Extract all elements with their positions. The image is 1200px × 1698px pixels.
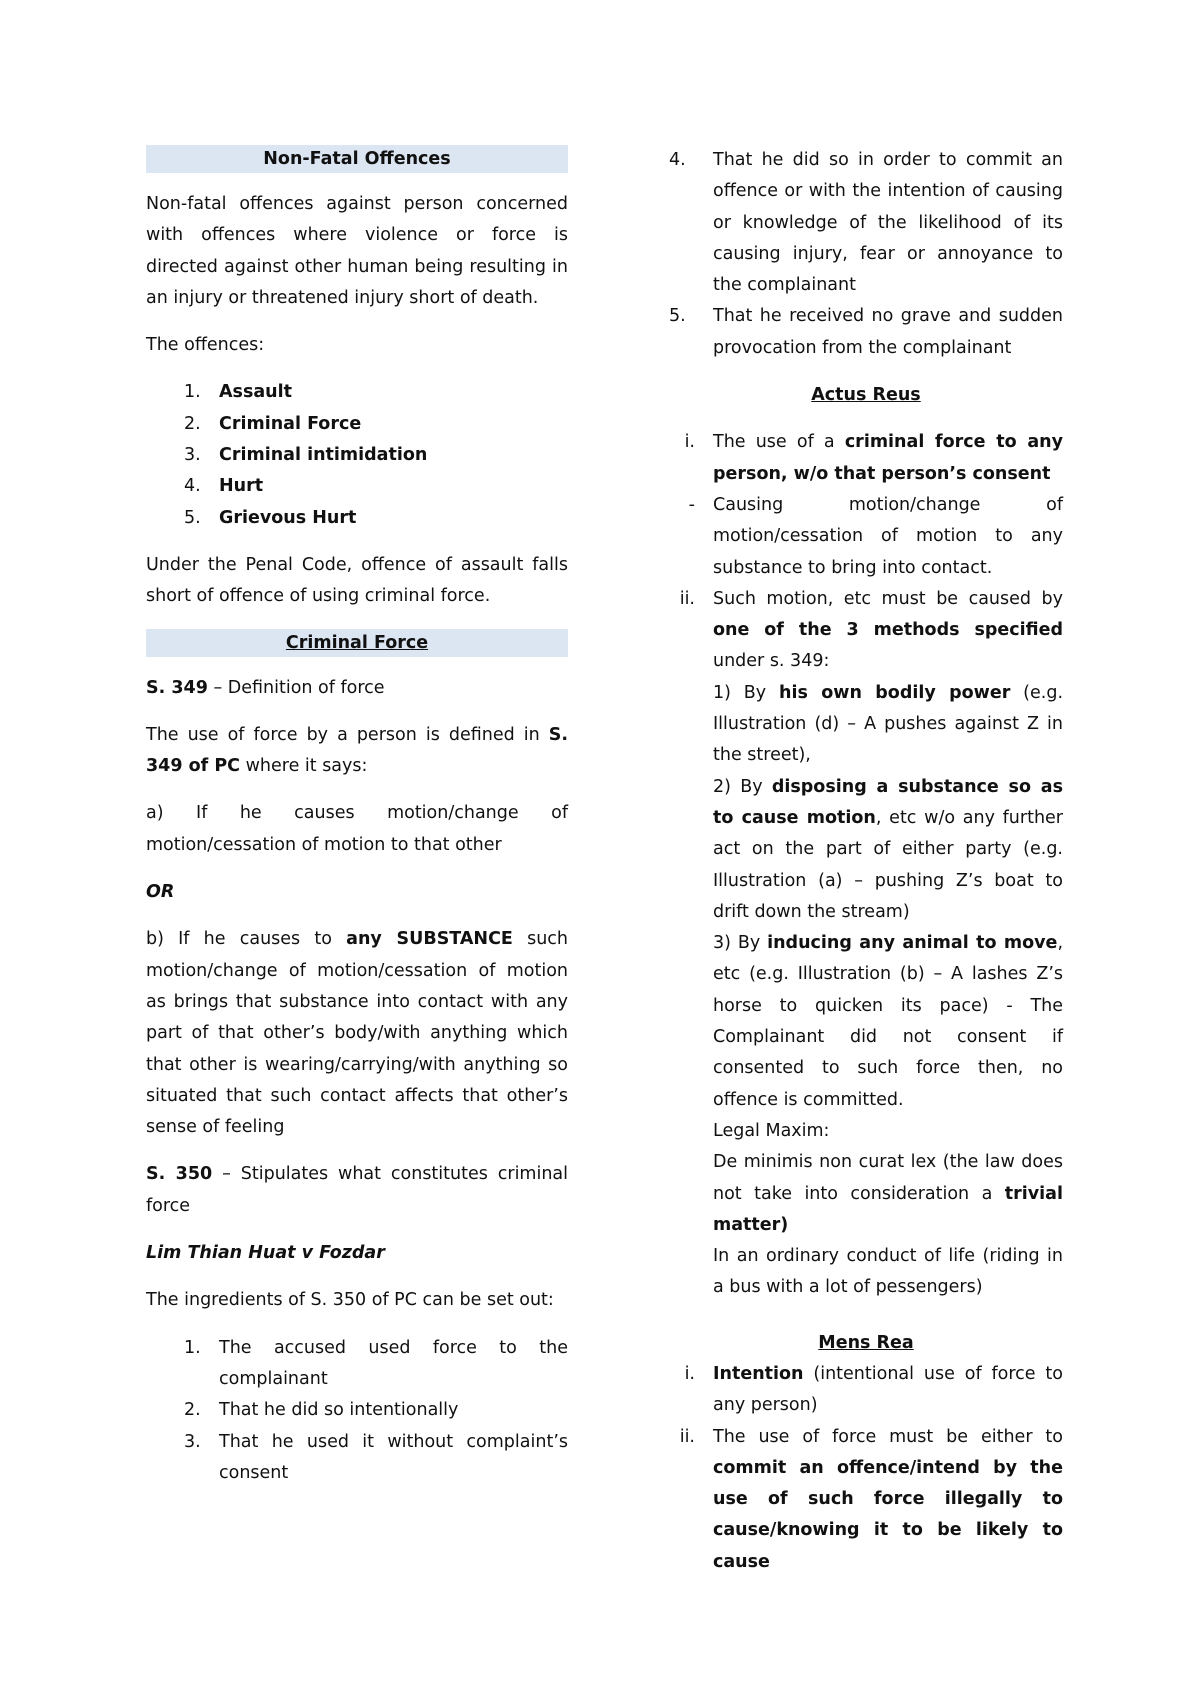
list-item: 1. Assault — [184, 382, 293, 403]
penal-code-paragraph: Under the Penal Code, offence of assault falls short of offence of using criminal force. — [146, 554, 568, 607]
mens-rea-item-ii: ii. The use of force must be either to commit an offence/intend by the use of such force illegally to cause/knowing it to be likely to cause — [679, 1426, 1063, 1572]
list-item: 3. Criminal intimidation — [184, 445, 428, 466]
section-heading-criminal-force: Criminal Force — [146, 629, 568, 657]
section-heading-actus-reus: Actus Reus — [811, 385, 921, 406]
method-3: 3) By inducing any animal to move, etc (e.g. Illustration (b) – A lashes Z’s horse to quicken its pace) - The Complainant did not consent if consented to such force then, no offence is committed. — [713, 933, 1064, 1110]
case-name: Lim Thian Huat v Fozdar — [146, 1243, 385, 1264]
list-item: 4. That he did so in order to commit an offence or with the intention of causing or knowledge of the likelihood of its causing injury, fear or annoyance to the complainant — [669, 150, 1063, 296]
clause-b: b) If he causes to any SUBSTANCE such motion/change of motion/cessation of motion as brings that substance into contact with any part of that other’s body/with anything which that other is wearing/carrying/with anything so situated that such contact affects that other’s sense of feeling — [146, 929, 568, 1138]
ingredients-intro: The ingredients of S. 350 of PC can be set out: — [146, 1290, 554, 1311]
mens-rea-item-i: i. Intention (intentional use of force to any person) — [684, 1363, 1063, 1416]
left-column — [146, 145, 568, 1505]
or-text: OR — [146, 882, 175, 903]
legal-maxim-text: De minimis non curat lex (the law does not take into consideration a trivial matter) — [713, 1152, 1063, 1235]
actus-reus-item-ii: ii. Such motion, etc must be caused by one of the 3 methods specified under s. 349: 1) By his own bodily power (e.g. Illustration (d) – A pushes against Z in the street), 2) By disposing a substance so as to cause motion, etc w/o any further act on the part of either party (e.g. Illustration (a) – pushing Z’s boat to drift down the stream) 3) By inducing any animal to move, etc (e.g. Illustration (b) – A lashes Z’s horse to quicken its pace) - The Complainant did not consent if consented to such force then, no offence is committed. Legal Maxim: De minimis non curat lex (the law does not take into consideration a trivial matter) In an ordinary conduct of life (riding in a bus with a lot of pessengers) — [669, 584, 1063, 1304]
use-of-force-paragraph: The use of force by a person is defined in S. 349 of PC where it says: — [146, 724, 568, 777]
list-item: 2. Criminal Force — [184, 413, 362, 434]
ordinary-conduct-text: In an ordinary conduct of life (riding in a bus with a lot of pessengers) — [713, 1246, 1063, 1298]
list-item: 1. The accused used force to the complainant — [184, 1337, 568, 1389]
right-column — [669, 145, 1063, 1578]
actus-reus-dash-item: - Causing motion/change of motion/cessation of motion to any substance to bring into contact. — [688, 494, 1063, 578]
legal-maxim-label: Legal Maxim: — [713, 1120, 830, 1141]
s349-line: S. 349 – Definition of force — [146, 677, 385, 698]
offences-list — [146, 377, 568, 533]
ingredients-list — [146, 1333, 568, 1489]
ingredients-list-continued — [669, 145, 1063, 364]
clause-a: a) If he causes motion/change of motion/cessation of motion to that other — [146, 803, 568, 855]
section-heading-non-fatal-offences: Non-Fatal Offences — [146, 145, 568, 173]
list-item: 5. Grievous Hurt — [184, 507, 357, 528]
method-1: 1) By his own bodily power (e.g. Illustration (d) – A pushes against Z in the street), — [713, 682, 1064, 766]
list-item: 2. That he did so intentionally — [184, 1400, 459, 1421]
intro-paragraph: Non-fatal offences against person concerned with offences where violence or force is directed against other human being resulting in an injury or threatened injury short of death. — [146, 194, 568, 308]
offences-label: The offences: — [146, 335, 265, 356]
method-2: 2) By disposing a substance so as to cause motion, etc w/o any further act on the part of either party (e.g. Illustration (a) – pushing Z’s boat to drift down the stream) — [713, 776, 1064, 922]
s350-line: S. 350 – Stipulates what constitutes criminal force — [146, 1164, 569, 1216]
actus-reus-item-i: i. The use of a criminal force to any person, w/o that person’s consent — [684, 432, 1063, 484]
list-item: 4. Hurt — [184, 476, 264, 497]
list-item: 5. That he received no grave and sudden provocation from the complainant — [669, 306, 1063, 358]
list-item: 3. That he used it without complaint’s consent — [184, 1431, 568, 1483]
section-heading-mens-rea: Mens Rea — [818, 1332, 914, 1353]
